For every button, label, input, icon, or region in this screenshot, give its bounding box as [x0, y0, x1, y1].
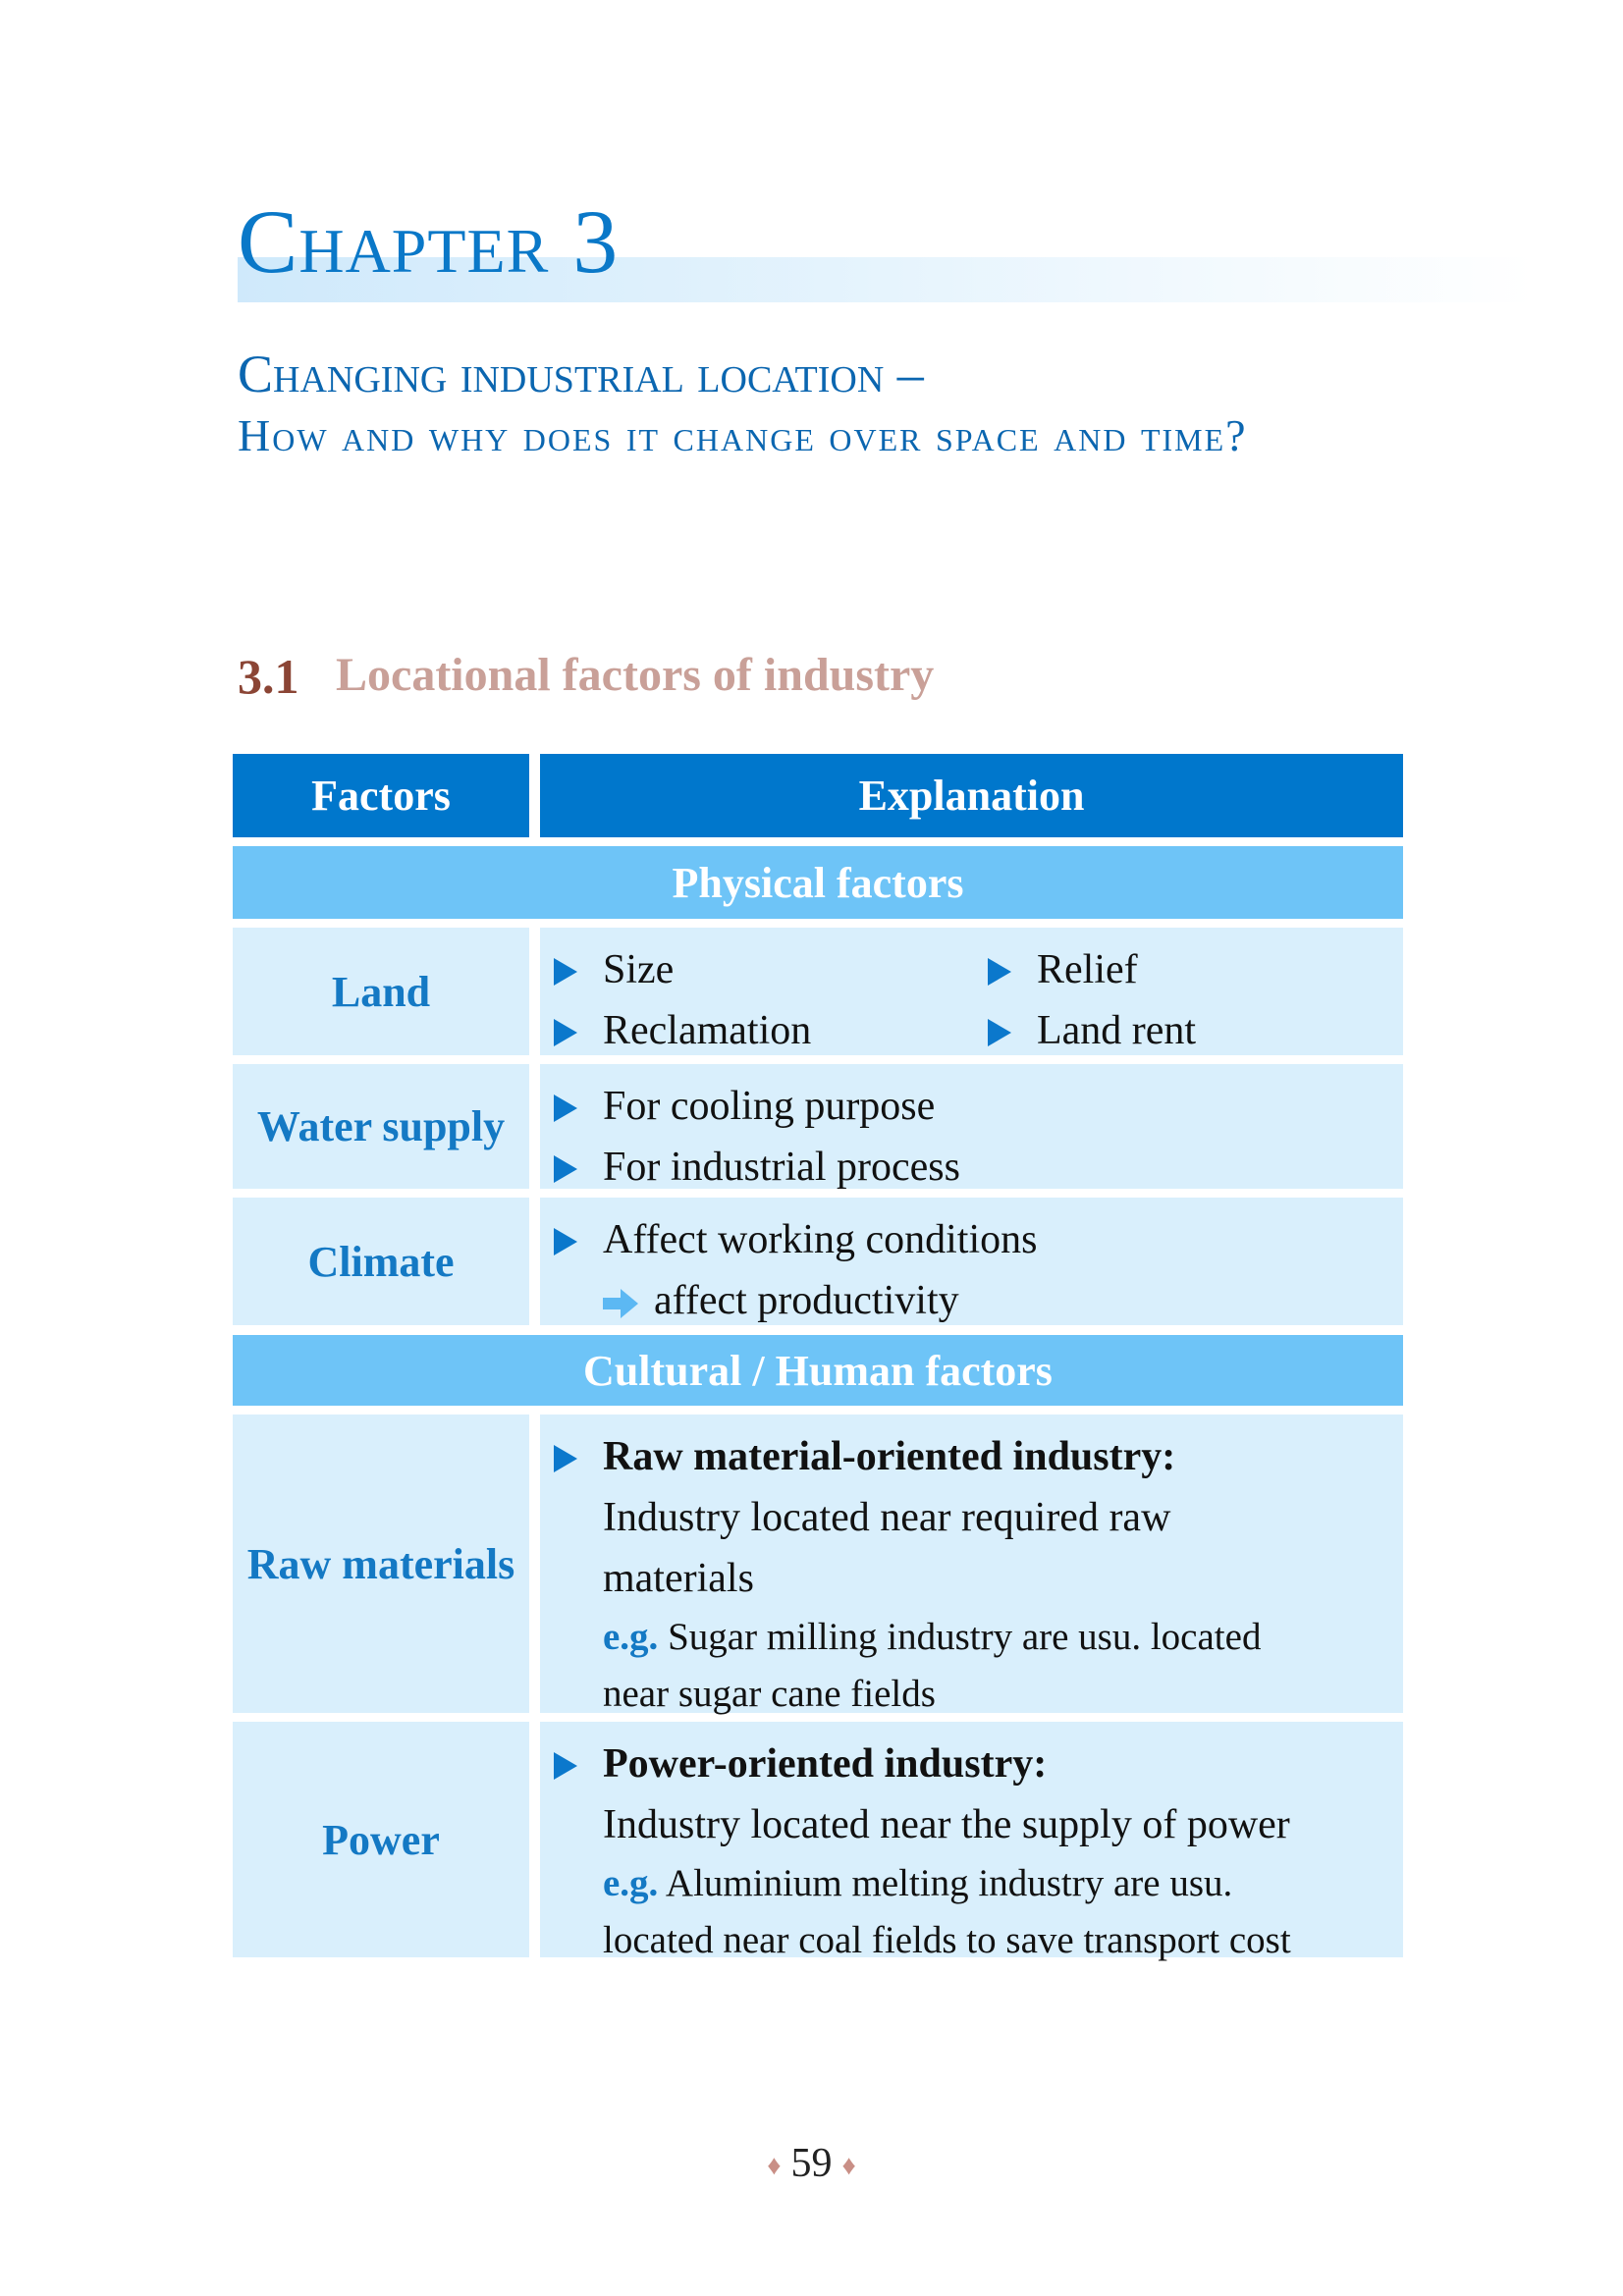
chapter-title: Chapter 3	[238, 191, 620, 292]
explanation-climate	[540, 1198, 1403, 1325]
chapter-heading: Changing industrial location –	[238, 345, 924, 403]
explanation-water-supply	[540, 1064, 1403, 1189]
explanation-land	[540, 928, 1403, 1055]
bullet-triangle-icon	[554, 1228, 577, 1255]
factor-climate: Climate	[233, 1198, 529, 1325]
item-text: affect productivity	[654, 1278, 959, 1323]
diamond-icon: ♦	[767, 2151, 782, 2182]
example-line	[540, 1609, 1403, 1666]
bullet-triangle-icon	[554, 1019, 577, 1046]
item-title: Raw material-oriented industry:	[603, 1434, 1176, 1479]
result-line	[540, 1270, 1403, 1331]
bullet-triangle-icon	[988, 958, 1011, 986]
list-item	[540, 1076, 1403, 1137]
item-text: Affect working conditions	[603, 1217, 1038, 1262]
example-text: Aluminium melting industry are usu.	[665, 1862, 1233, 1904]
factor-water-supply: Water supply	[233, 1064, 529, 1189]
page-footer	[0, 2140, 1623, 2187]
list-item	[540, 1734, 1403, 1794]
list-item	[974, 939, 1196, 1000]
item-text: For industrial process	[603, 1145, 960, 1190]
list-item	[540, 1137, 1403, 1198]
bullet-triangle-icon	[554, 1752, 577, 1780]
example-text: Sugar milling industry are usu. located	[668, 1616, 1262, 1658]
list-item	[974, 1000, 1196, 1061]
factor-raw-materials: Raw materials	[233, 1415, 529, 1713]
chapter-subheading: How and why does it change over space and time?	[238, 410, 1248, 460]
bullet-triangle-icon	[554, 958, 577, 986]
factor-land: Land	[233, 928, 529, 1055]
factor-power: Power	[233, 1722, 529, 1957]
section-title: Locational factors of industry	[336, 649, 935, 701]
eg-label: e.g.	[603, 1862, 659, 1904]
diamond-icon: ♦	[841, 2151, 856, 2182]
eg-label: e.g.	[603, 1616, 659, 1658]
list-item	[540, 1209, 1403, 1270]
explanation-raw-materials	[540, 1415, 1403, 1713]
item-text: Land rent	[1037, 1008, 1197, 1053]
page-number: 59	[790, 2141, 833, 2186]
example-line	[540, 1855, 1403, 1912]
physical-factors-band: Physical factors	[233, 846, 1403, 919]
list-item	[540, 1426, 1403, 1487]
item-title: Power-oriented industry:	[603, 1741, 1048, 1787]
bullet-triangle-icon	[554, 1155, 577, 1183]
item-text: Size	[603, 947, 675, 992]
bullet-triangle-icon	[554, 1445, 577, 1472]
header-factors: Factors	[233, 754, 529, 837]
item-text: Reclamation	[603, 1008, 812, 1053]
explanation-power	[540, 1722, 1403, 1961]
item-text: For cooling purpose	[603, 1084, 936, 1129]
bullet-triangle-icon	[988, 1019, 1011, 1046]
header-explanation: Explanation	[540, 754, 1403, 837]
desc-line: materials	[603, 1556, 754, 1601]
example-line: located near coal fields to save transport cost	[603, 1919, 1291, 1961]
arrow-right-icon	[603, 1289, 638, 1318]
item-text: Relief	[1037, 947, 1138, 992]
example-line: near sugar cane fields	[603, 1673, 936, 1715]
list-item	[540, 1000, 974, 1061]
desc-line: Industry located near the supply of power	[603, 1802, 1290, 1847]
bullet-triangle-icon	[554, 1095, 577, 1122]
list-item	[540, 939, 974, 1000]
cultural-factors-band: Cultural / Human factors	[233, 1335, 1403, 1406]
section-number: 3.1	[238, 649, 299, 704]
desc-line: Industry located near required raw	[603, 1495, 1171, 1540]
